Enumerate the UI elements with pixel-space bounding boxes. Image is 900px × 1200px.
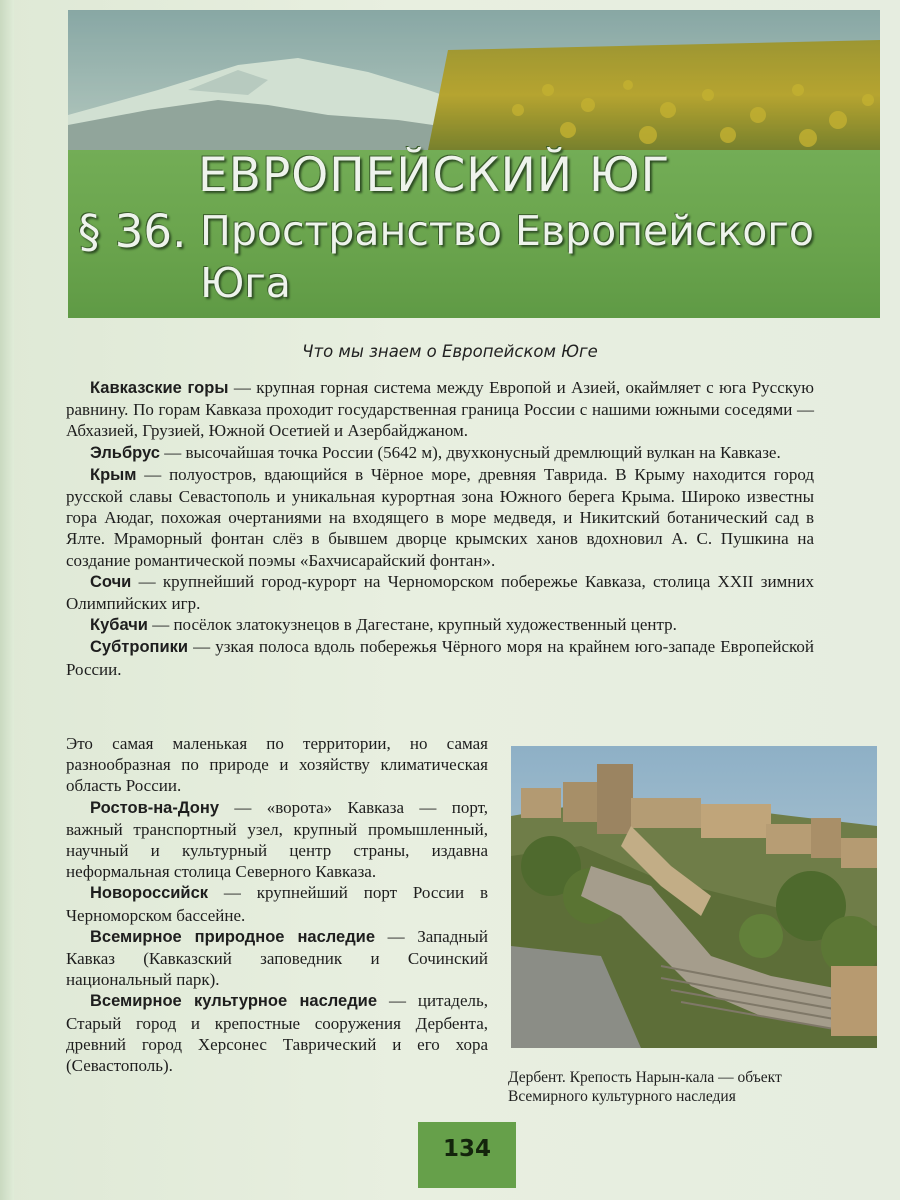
paragraph-number: § 36. (78, 205, 187, 258)
entry-kubachi: Кубачи — посёлок златокузнецов в Дагестане, крупный художественный центр. (90, 615, 677, 635)
entry-crimea: Крым — полуостров, вдающийся в Чёрное море, древняя Таврида. В Крыму находится город русской славы Севастополь и уникальная курортная зона Южного берега Крыма. Широко известны гора Аюдаг, похожая очертаниями на входящего в море медведя, и Никитский ботанический сад в Ялте. Мраморный фонтан слёз в бывшем дворце крымских ханов вдохновил А. С. Пушкина на создание романтической поэмы «Бахчисарайский фонтан». (66, 464, 814, 570)
region-title: ЕВРОПЕЙСКИЙ ЮГ (198, 148, 671, 203)
caption-line-1: Дербент. Крепость Нарын-кала — объект (508, 1069, 782, 1086)
entry-elbrus: Эльбрус — высочайшая точка России (5642 м), двухконусный дремлющий вулкан на Кавказе. (90, 442, 781, 462)
caption-line-2: Всемирного культурного наследия (508, 1088, 736, 1105)
page-number: 134 (442, 1136, 491, 1162)
glossary-narrow-column (66, 733, 488, 1076)
entry-caucasus: Кавказские горы — крупная горная система между Европой и Азией, окаймляет с юга Русскую равнину. По горам Кавказа проходит государственная граница России с нашими южными соседями — Абхазией, Грузией, Южной Осетией и Азербайджаном. (66, 378, 814, 441)
entry-subtropics: Субтропики — узкая полоса вдоль побережья Чёрного моря на крайнем юго-западе Европейской России. (66, 637, 814, 679)
entry-sochi: Сочи — крупнейший город-курорт на Черноморском побережье Кавказа, столица XXII зимних Олимпийских игр. (66, 571, 814, 614)
entry-rostov: Ростов-на-Дону — «ворота» Кавказа — порт, важный транспортный узел, крупный промышленный, научный и культурный центр страны, издавна неформальная столица Северного Кавказа. (66, 797, 488, 882)
entry-novorossiysk: Новороссийск — крупнейший порт России в Черноморском бассейне. (66, 883, 488, 925)
chapter-banner (68, 10, 880, 318)
page-title: Пространство Европейского Юга (200, 207, 814, 307)
section-heading: Что мы знаем о Европейском Юге (302, 342, 598, 361)
banner-photo (68, 10, 880, 150)
entry-subtropics-continued: Это самая маленькая по территории, но самая разнообразная по природе и хозяйству климатическая область России. (66, 734, 488, 796)
entry-cultural-heritage: Всемирное культурное наследие — цитадель, Старый город и крепостные сооружения Дербента, древний город Херсонес Таврический и его хора (Севастополь). (66, 991, 488, 1076)
page-edge (0, 0, 14, 1200)
entry-natural-heritage: Всемирное природное наследие — Западный Кавказ (Кавказский заповедник и Сочинский национальный парк). (66, 926, 488, 990)
glossary-full-width (66, 377, 814, 680)
figure-caption (508, 1068, 888, 1106)
fortress-photo (511, 746, 877, 1048)
